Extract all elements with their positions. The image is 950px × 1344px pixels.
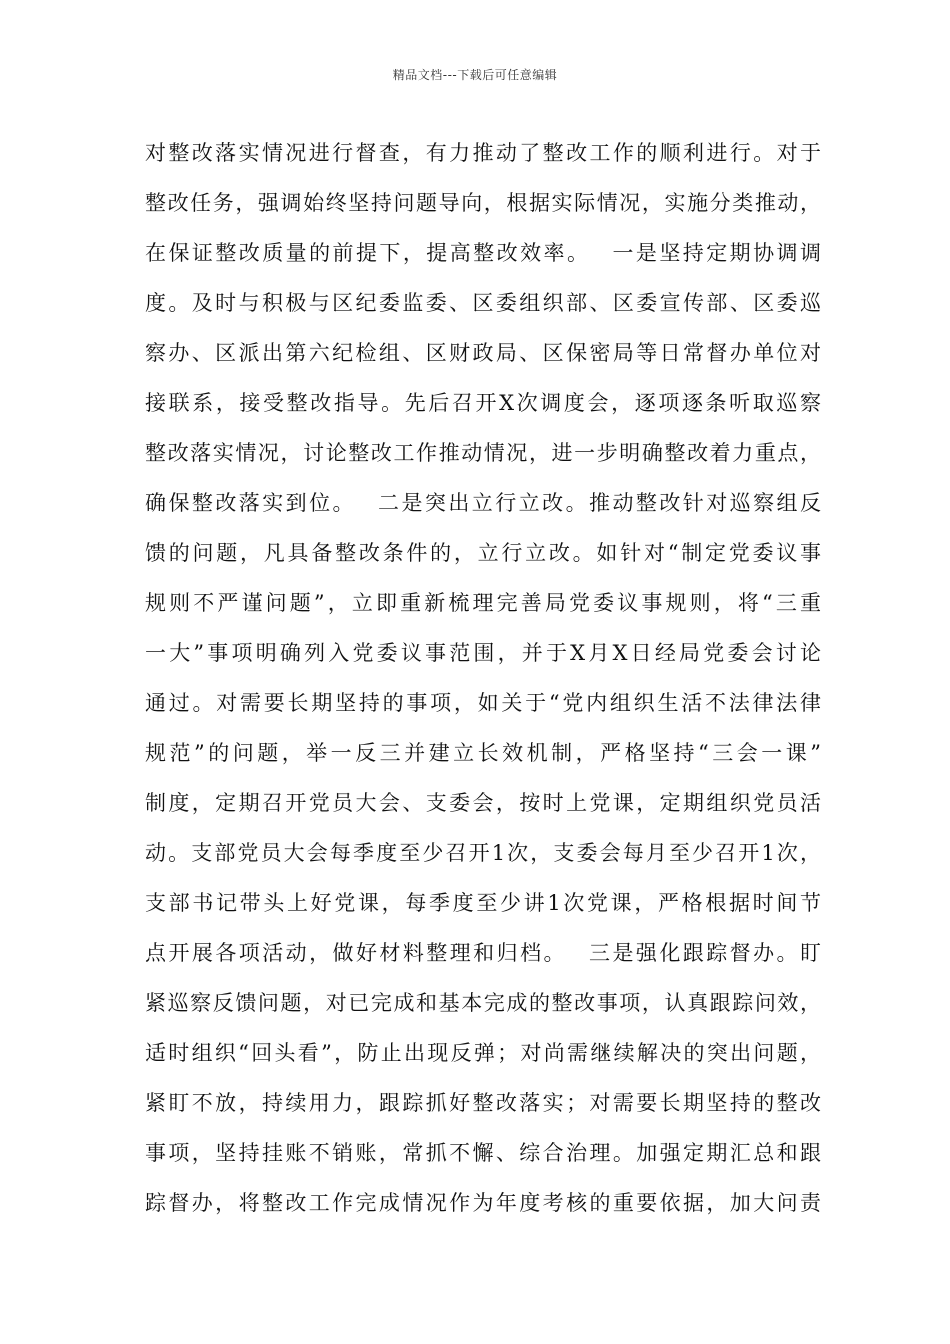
text-line: 规则不严谨问题”，立即重新梳理完善局党委议事规则，将“三重	[145, 591, 821, 615]
text-line: 适时组织“回头看”，防止出现反弹；对尚需继续解决的突出问题，	[145, 1041, 821, 1065]
text-line: 制度，定期召开党员大会、支委会，按时上党课，定期组织党员活	[145, 791, 821, 815]
text-line: 通过。对需要长期坚持的事项，如关于“党内组织生活不法律法律	[145, 691, 821, 715]
text-line: 整改落实情况，讨论整改工作推动情况，进一步明确整改着力重点，	[145, 441, 821, 465]
text-line: 对整改落实情况进行督查，有力推动了整改工作的顺利进行。对于	[145, 141, 821, 165]
text-line: 踪督办，将整改工作完成情况作为年度考核的重要依据，加大问责	[145, 1191, 821, 1215]
text-line: 在保证整改质量的前提下，提高整改效率。 一是坚持定期协调调	[145, 241, 821, 265]
text-line: 点开展各项活动，做好材料整理和归档。 三是强化跟踪督办。盯	[145, 941, 821, 965]
text-line: 支部书记带头上好党课，每季度至少讲1次党课，严格根据时间节	[145, 891, 821, 915]
text-line: 紧巡察反馈问题，对已完成和基本完成的整改事项，认真跟踪问效，	[145, 991, 821, 1015]
text-line: 整改任务，强调始终坚持问题导向，根据实际情况，实施分类推动，	[145, 191, 821, 215]
page-header: 精品文档---下载后可任意编辑	[392, 68, 558, 82]
text-line: 确保整改落实到位。 二是突出立行立改。推动整改针对巡察组反	[145, 491, 821, 515]
text-line: 馈的问题，凡具备整改条件的，立行立改。如针对“制定党委议事	[145, 541, 821, 565]
text-line: 察办、区派出第六纪检组、区财政局、区保密局等日常督办单位对	[145, 341, 821, 365]
text-line: 紧盯不放，持续用力，跟踪抓好整改落实；对需要长期坚持的整改	[145, 1091, 821, 1115]
body-text	[145, 128, 821, 1228]
text-line: 度。及时与积极与区纪委监委、区委组织部、区委宣传部、区委巡	[145, 291, 821, 315]
text-line: 接联系，接受整改指导。先后召开X次调度会，逐项逐条听取巡察	[145, 391, 821, 415]
text-line: 规范”的问题，举一反三并建立长效机制，严格坚持“三会一课”	[145, 741, 821, 765]
text-line: 一大”事项明确列入党委议事范围，并于X月X日经局党委会讨论	[145, 641, 821, 665]
text-line: 动。支部党员大会每季度至少召开1次，支委会每月至少召开1次，	[145, 841, 821, 865]
text-line: 事项，坚持挂账不销账，常抓不懈、综合治理。加强定期汇总和跟	[145, 1141, 821, 1165]
